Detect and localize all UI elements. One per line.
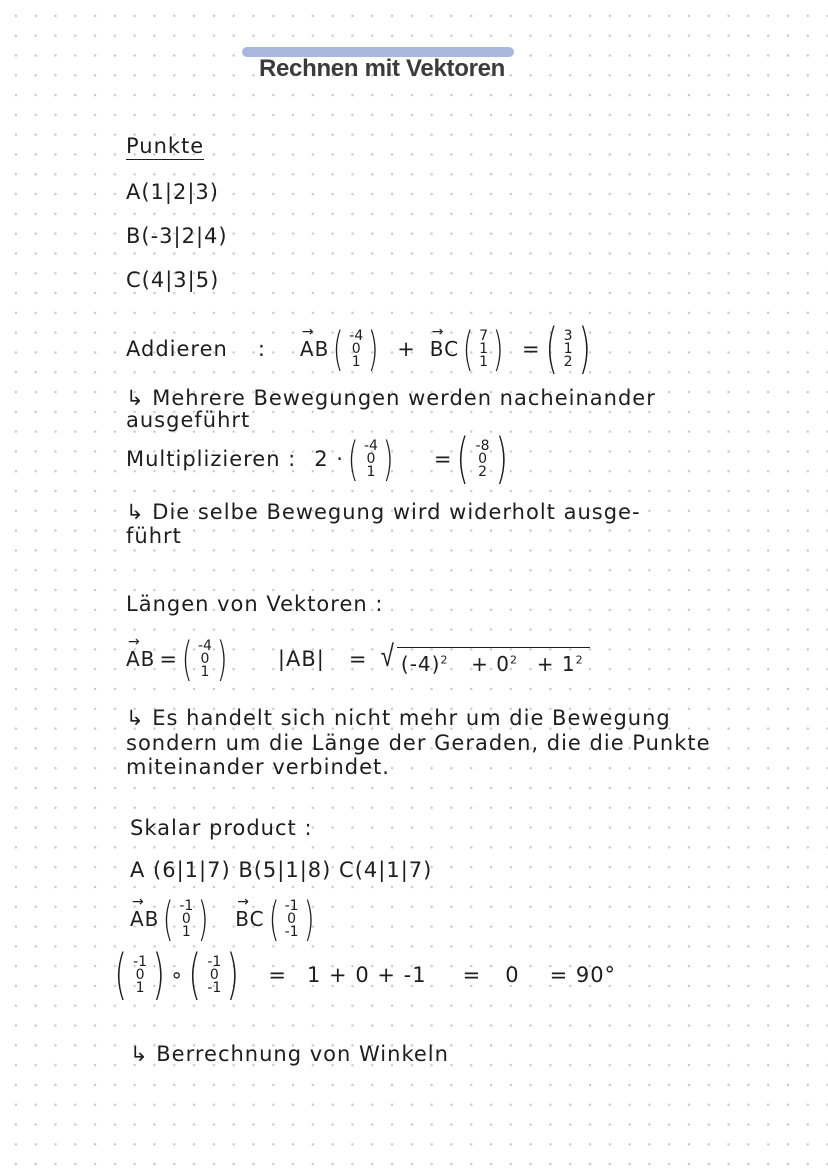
equals-sign: =	[268, 963, 288, 987]
laengen-note-2: sondern um die Länge der Geraden, die die Punkte	[126, 731, 711, 755]
page-title: Rechnen mit Vektoren	[258, 55, 506, 82]
multiplizieren-label: Multiplizieren :	[126, 447, 297, 471]
laengen-heading: Längen von Vektoren :	[126, 592, 384, 616]
plus-sign: +	[397, 337, 416, 361]
multiplizieren-note-2: führt	[126, 524, 182, 548]
addieren-note-2: ausgeführt	[126, 408, 251, 432]
point-b: B(-3|2|4)	[126, 224, 228, 248]
punkte-heading: Punkte	[126, 134, 205, 158]
vector-ab: ( -1 0 1 )	[163, 892, 210, 946]
equals-sign: =	[433, 447, 453, 471]
laengen-note-1: ↳ Es handelt sich nicht mehr um die Bewegung	[126, 706, 671, 730]
equals-sign: =	[159, 647, 179, 671]
point-c: C(4|3|5)	[126, 268, 220, 292]
skalar-note: ↳ Berrechnung von Winkeln	[130, 1042, 449, 1066]
vector-bc-name: → BC	[429, 324, 460, 361]
square-root-expression: √ $(-4)^2 + 0^2 + 1^2$	[379, 642, 589, 676]
dot-vector-2: ( -1 0 -1 )	[188, 943, 240, 1006]
addieren-line	[126, 317, 596, 380]
addieren-label: Addieren	[126, 337, 228, 361]
dot-sum: 1 + 0 + -1	[307, 963, 427, 987]
equals-sign: =	[521, 337, 541, 361]
vector-bc-name: → BC	[235, 894, 265, 931]
vector-ab: ( -4 0 1 )	[181, 632, 229, 686]
equals-sign: =	[348, 647, 368, 671]
vector-bc: ( 7 1 1 )	[462, 322, 505, 376]
vector-ab: ( -4 0 1 )	[333, 322, 380, 376]
dot-operator: ∘	[170, 963, 185, 987]
dot-vector-1: ( -1 0 1 )	[114, 943, 166, 1006]
scalar-factor: 2 ·	[314, 447, 344, 471]
dot-product-line	[110, 943, 617, 1006]
skalar-vectors	[130, 892, 319, 946]
vector-product-result: ( -8 0 2 )	[456, 427, 509, 490]
angle-result: = 90°	[549, 963, 617, 987]
point-a: A(1|2|3)	[126, 180, 219, 204]
skalar-points: A (6|1|7) B(5|1|8) C(4|1|7)	[130, 858, 433, 882]
dot-result: 0	[505, 963, 520, 987]
skalar-heading: Skalar product :	[130, 816, 313, 840]
equals-sign: =	[462, 963, 482, 987]
multiplizieren-note-1: ↳ Die selbe Bewegung wird widerholt ausge-	[126, 500, 641, 524]
magnitude-ab: |AB|	[277, 647, 325, 671]
vector-ab-name: → AB	[126, 634, 156, 671]
laengen-line	[126, 632, 590, 686]
vector-ab-name: → AB	[299, 324, 330, 361]
vector-sum-result: ( 3 1 2 )	[544, 317, 592, 380]
addieren-note-1: ↳ Mehrere Bewegungen werden nacheinander	[126, 386, 656, 410]
multiplizieren-line	[126, 427, 513, 490]
vector-bc: ( -1 0 -1 )	[268, 892, 315, 946]
addieren-colon: :	[257, 337, 266, 361]
laengen-note-3: miteinander verbindet.	[126, 755, 390, 779]
vector-factor: ( -4 0 1 )	[347, 432, 395, 486]
vector-ab-name: → AB	[130, 894, 160, 931]
